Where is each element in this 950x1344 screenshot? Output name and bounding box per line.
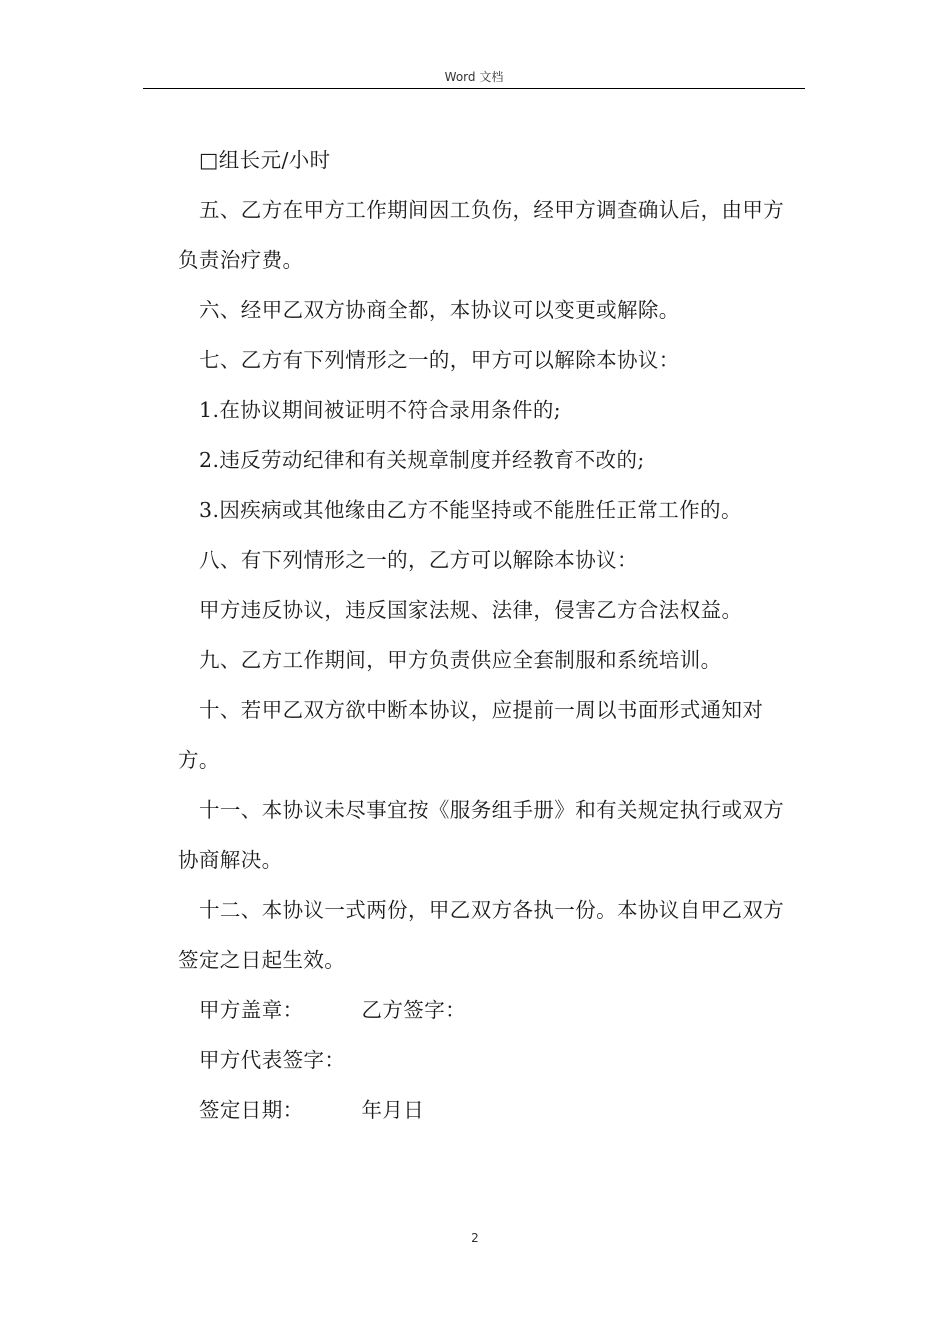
party-a-seal-label: 甲方盖章： bbox=[199, 998, 304, 1022]
paragraph-clause-11: 十一、本协议未尽事宜按《服务组手册》和有关规定执行或双方协商解决。 bbox=[178, 798, 785, 872]
paragraph-clause-7-item-2: 2.违反劳动纪律和有关规章制度并经教育不改的; bbox=[199, 448, 645, 472]
header-title: Word 文档 bbox=[444, 70, 504, 84]
signature-line-seals bbox=[178, 985, 804, 1035]
signature-line-date bbox=[178, 1085, 804, 1135]
paragraph-clause-8-item: 甲方违反协议，违反国家法规、法律，侵害乙方合法权益。 bbox=[199, 598, 743, 622]
party-a-rep-label: 甲方代表签字： bbox=[199, 1048, 346, 1072]
sign-date-value: 年月日 bbox=[361, 1098, 425, 1122]
paragraph-clause-9: 九、乙方工作期间，甲方负责供应全套制服和系统培训。 bbox=[199, 648, 722, 672]
paragraph-group-leader-rate: □组长元/小时 bbox=[199, 148, 331, 172]
party-b-sign-label: 乙方签字： bbox=[361, 998, 466, 1022]
paragraph-clause-7-item-3: 3.因疾病或其他缘由乙方不能坚持或不能胜任正常工作的。 bbox=[199, 498, 742, 522]
page-header bbox=[143, 66, 805, 89]
document-body bbox=[178, 135, 804, 1135]
paragraph-clause-8: 八、有下列情形之一的，乙方可以解除本协议： bbox=[199, 548, 638, 572]
sign-date-label: 签定日期： bbox=[199, 1098, 304, 1122]
paragraph-clause-12: 十二、本协议一式两份，甲乙双方各执一份。本协议自甲乙双方签定之日起生效。 bbox=[178, 898, 785, 972]
paragraph-clause-6: 六、经甲乙双方协商全都，本协议可以变更或解除。 bbox=[199, 298, 680, 322]
paragraph-clause-10: 十、若甲乙双方欲中断本协议，应提前一周以书面形式通知对方。 bbox=[178, 698, 764, 772]
signature-line-representative bbox=[178, 1035, 804, 1085]
paragraph-clause-7-item-1: 1.在协议期间被证明不符合录用条件的; bbox=[199, 398, 562, 422]
page-number: 2 bbox=[471, 1231, 479, 1245]
paragraph-clause-5: 五、乙方在甲方工作期间因工负伤，经甲方调查确认后，由甲方负责治疗费。 bbox=[178, 198, 785, 272]
paragraph-clause-7: 七、乙方有下列情形之一的，甲方可以解除本协议： bbox=[199, 348, 680, 372]
